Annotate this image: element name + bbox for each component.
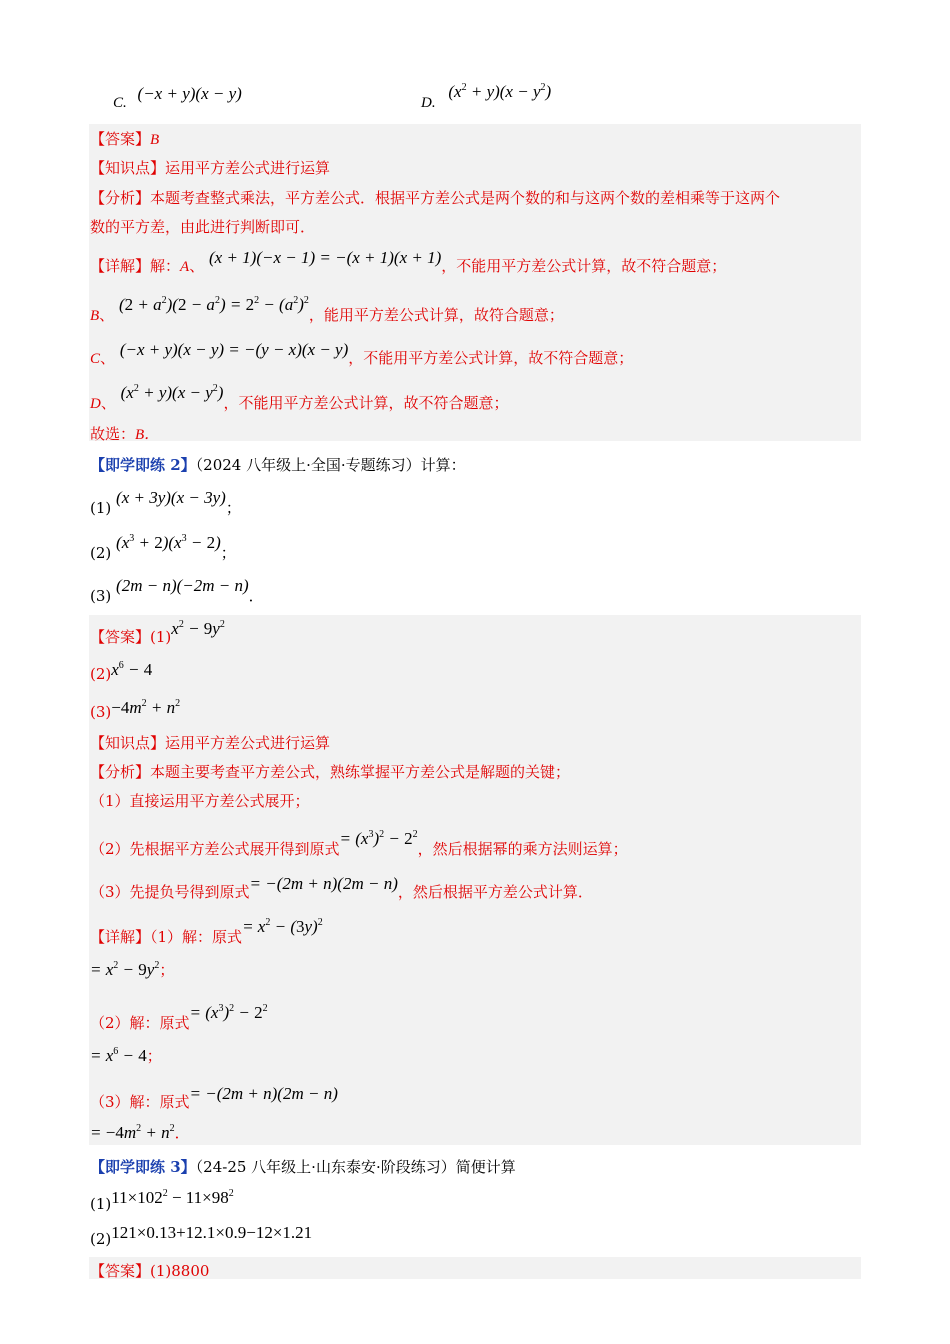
ex2-item-1 (90, 488, 241, 518)
ex2-detail-2-result-expr: = $x^6 - 4$ (90, 1046, 147, 1065)
ex2-step-2 (90, 829, 628, 859)
item-num: (2) (90, 1230, 112, 1248)
expr-d: $(x^2 + y)(x - y^2)$ (120, 383, 224, 402)
step-2-text: （2）先根据平方差公式展开得到原式 (90, 840, 340, 858)
q1-analysis (90, 187, 780, 208)
item-num: (3) (90, 587, 112, 605)
ex2-knowledge (90, 732, 330, 753)
ex2-answer-expr-3: $-4m^2 + n^2$ (111, 698, 181, 717)
ex2-detail-1-expr: = $x^2 - (3y)^2$ (242, 917, 323, 936)
sep-b: 、 (99, 306, 115, 324)
ex3-tag: 【即学即练 3】 (90, 1158, 196, 1176)
q1-detail-d (90, 383, 509, 413)
q1-detail-a (90, 248, 727, 276)
analysis-text: 本题主要考查平方差公式，熟练掌握平方差公式是解题的关键； (150, 763, 571, 781)
ex3-expr-2: 121×0.13+12.1×0.9−12×1.21 (111, 1223, 313, 1242)
ex3-item-2 (90, 1223, 313, 1249)
ex2-answer-1 (90, 619, 225, 647)
ex3-answer (90, 1260, 209, 1281)
option-d (421, 82, 552, 112)
option-d-expr: $(x^2 + y)(x - y^2)$ (448, 82, 552, 101)
item-num: (2) (90, 544, 112, 562)
ex2-detail-2-result (90, 1045, 162, 1066)
analysis-tag: 【分析】 (90, 763, 151, 781)
expr-c: (−x + y)(x − y) = −(y − x)(x − y) (119, 340, 349, 359)
ex2-answer-2 (90, 660, 153, 684)
step-2-post: ，然后根据幂的乘方法则运算； (417, 840, 628, 858)
ex2-detail-3 (90, 1084, 338, 1112)
knowledge-tag: 【知识点】 (90, 734, 166, 752)
ex2-detail-3-result-expr: = $-4m^2 + n^2$ (90, 1123, 175, 1142)
item-end: ； (225, 499, 241, 517)
ex2-tag: 【即学即练 2】 (90, 456, 196, 474)
text-b: ，能用平方差公式计算，故符合题意； (308, 306, 564, 324)
knowledge-text: 运用平方差公式进行运算 (165, 734, 331, 752)
item-num: (1) (90, 1195, 112, 1213)
ex2-header (90, 454, 466, 475)
answer-value: (1)8800 (150, 1262, 210, 1280)
ex2-expr-1: (x + 3y)(x − 3y) (116, 488, 226, 507)
answer-tag: 【答案】 (90, 1262, 151, 1280)
q1-detail-b (90, 295, 564, 325)
analysis-line-1: 本题考查整式乘法，平方差公式．根据平方差公式是两个数的和与这两个数的差相乘等于这两个 (150, 189, 781, 207)
ex2-step-3 (90, 874, 593, 902)
text-c: ，不能用平方差公式计算，故不符合题意； (348, 349, 634, 367)
detail-tag: 【详解】 (90, 257, 151, 275)
ex2-answer-3 (90, 698, 181, 722)
text-a: ，不能用平方差公式计算，故不符合题意； (441, 257, 727, 275)
q1-knowledge (90, 157, 330, 178)
detail-1-end: ； (159, 961, 175, 979)
step-3-post: ，然后根据平方差公式计算． (397, 883, 593, 901)
item-end: ． (248, 587, 264, 605)
expr-b: $(2 + a^2)(2 - a^2) = 2^2 - (a^2)^2$ (118, 295, 309, 314)
q1-detail-c (90, 340, 634, 368)
ex3-expr-1: $11\times 102^2 - 11\times 98^2$ (111, 1188, 234, 1207)
answer-value: B (150, 132, 160, 148)
option-c (113, 84, 242, 112)
detail-2-text: （2）解：原式 (90, 1014, 190, 1032)
option-d-label: D. (421, 95, 436, 111)
ex3-header (90, 1156, 516, 1177)
ex2-detail-3-result (90, 1122, 190, 1143)
item-num: (1) (90, 499, 112, 517)
label-a: A (180, 259, 190, 275)
analysis-tag: 【分析】 (90, 189, 151, 207)
detail-1-text: （1）解：原式 (150, 928, 243, 946)
detail-3-end: ． (174, 1124, 190, 1142)
ex2-expr-3: (2m − n)(−2m − n) (116, 576, 249, 595)
sep-c: 、 (100, 349, 116, 367)
label-c: C (90, 351, 101, 367)
ex2-detail-1-result (90, 959, 174, 980)
q1-analysis-line2: 数的平方差，由此进行判断即可． (90, 218, 316, 236)
answer-tag: 【答案】 (90, 628, 151, 646)
ex2-detail-2-expr: = $(x^3)^2 - 2^2$ (189, 1003, 268, 1022)
text-d: ，不能用平方差公式计算，故不符合题意； (223, 394, 509, 412)
knowledge-text: 运用平方差公式进行运算 (165, 159, 331, 177)
ex2-source: （2024 八年级上·全国·专题练习）计算： (195, 456, 466, 474)
item-end: ； (220, 544, 236, 562)
ex2-analysis (90, 761, 570, 782)
conclusion-text: 故选： (90, 425, 136, 443)
ex3-item-1 (90, 1188, 234, 1214)
ex2-detail-1 (90, 917, 323, 947)
option-c-expr: (−x + y)(x − y) (137, 84, 242, 103)
ex2-item-3 (90, 576, 264, 606)
detail-2-end: ； (146, 1047, 162, 1065)
answer-num: (1) (150, 628, 172, 646)
ex3-source: （24-25 八年级上·山东泰安·阶段练习）简便计算 (195, 1158, 516, 1176)
ex2-answer-expr-2: $x^6 - 4$ (111, 660, 153, 679)
q1-answer (90, 128, 159, 149)
ex2-detail-1-result-expr: = $x^2 - 9y^2$ (90, 960, 160, 979)
label-b: B (90, 308, 100, 324)
ex2-detail-2 (90, 1003, 268, 1033)
knowledge-tag: 【知识点】 (90, 159, 166, 177)
ex2-step-3-expr: = −(2m + n)(2m − n) (249, 874, 398, 893)
detail-3-text: （3）解：原式 (90, 1093, 190, 1111)
sep-d: 、 (100, 394, 116, 412)
answer-num: (2) (90, 665, 112, 683)
answer-block-ex2 (89, 615, 861, 1145)
ex2-step-2-expr: = $(x^3)^2 - 2^2$ (339, 829, 418, 848)
ex2-step-1: （1）直接运用平方差公式展开； (90, 792, 310, 810)
ex2-expr-2: $(x^3 + 2)(x^3 - 2)$ (116, 533, 221, 552)
answer-num: (3) (90, 703, 112, 721)
q1-conclusion (90, 423, 159, 444)
sep-a: 、 (189, 257, 205, 275)
expr-a: (x + 1)(−x − 1) = −(x + 1)(x + 1) (209, 248, 442, 267)
label-d: D (90, 396, 101, 412)
ex2-item-2 (90, 533, 236, 563)
detail-tag: 【详解】 (90, 928, 151, 946)
detail-prefix: 解： (150, 257, 181, 275)
step-3-text: （3）先提负号得到原式 (90, 883, 250, 901)
ex2-detail-3-expr: = −(2m + n)(2m − n) (189, 1084, 338, 1103)
conclusion-value: B． (135, 427, 160, 443)
option-c-label: C. (113, 95, 127, 111)
answer-tag: 【答案】 (90, 130, 151, 148)
ex2-answer-expr-1: $x^2 - 9y^2$ (171, 619, 225, 638)
